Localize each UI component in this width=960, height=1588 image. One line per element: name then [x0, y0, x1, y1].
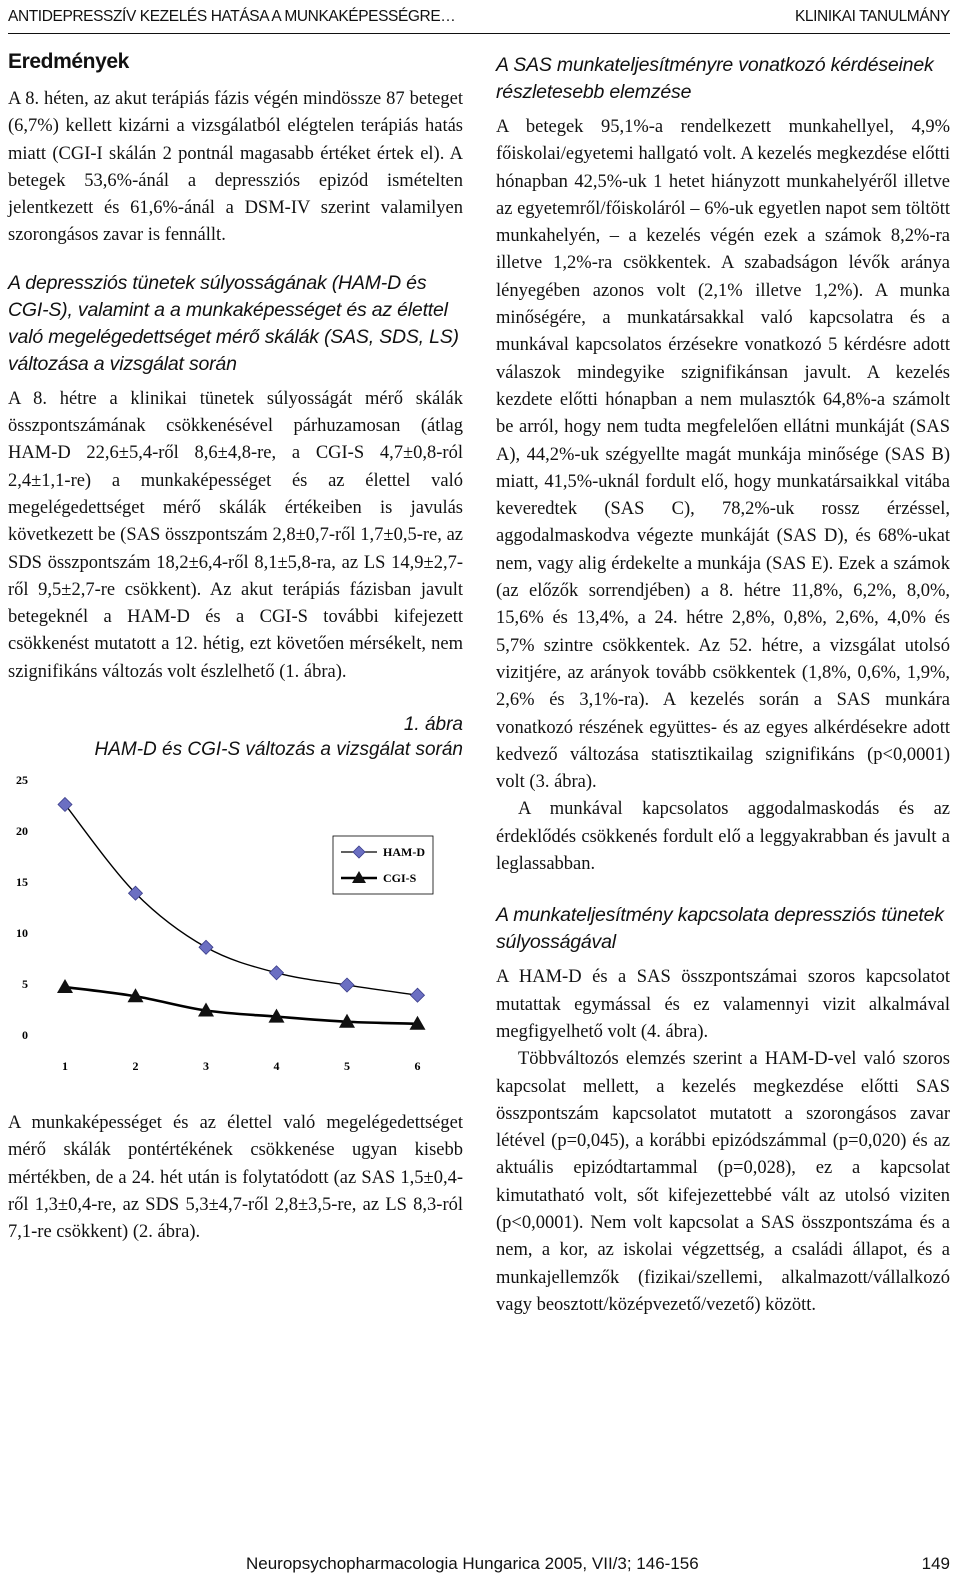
header-rule	[8, 33, 950, 34]
y-tick-label-0: 0	[22, 1028, 28, 1043]
section-title: Eredmények	[8, 50, 129, 73]
x-tick-label-3: 3	[203, 1059, 209, 1074]
x-tick-label-2: 2	[132, 1059, 139, 1074]
point-hamd-3	[199, 940, 213, 954]
x-tick-label-1: 1	[62, 1059, 68, 1074]
page-number: 149	[921, 1554, 950, 1573]
point-hamd-5	[340, 978, 354, 992]
header-title: ANTIDEPRESSZÍV KEZELÉS HATÁSA A MUNKAKÉPESSÉGRE…	[8, 8, 456, 25]
y-tick-label-25: 25	[16, 773, 28, 788]
point-hamd-4	[270, 966, 284, 980]
running-header	[8, 8, 950, 28]
paragraph-sas-details: A betegek 95,1%-a rendelkezett munkahellyel, 4,9% főiskolai/egyetemi hallgató volt. A kezelés megkezdése előtti hónapban 42,5%-uk 1 hetet hiányzott munkahelyéről illetve az egyetemről/főiskoláról – 6%-uk egyetlen napot sem töltött munkahelyén, – a kezelés végén ezek a számok 8,2%-ra illetve 1,2%-ra csökkentek. A szabadságon lévők aránya lényegében azonos volt (2,1% illetve 1,2%). A munka minőségére, a munkatársakkal való kapcsolatra és a munkával kapcsolatos érzésekre vonatkozó 5 kérdésre adott válaszok mindegyike szignifikánsan javult. A kezelés kezdete előtti hónapban a nem mulasztók 64,8%-a számolt be arról, hogy nem tudta megfelelően ellátni munkáját (SAS A), 44,2%-uk szégyellte magát munkája minősége (SAS B) miatt, 41,5%-uknál fordult elő, hogy munkatársaikkal vitába keveredtek (SAS C), 78,2%-uk rossz érzéssel, aggodalmaskodva végezte munkáját (SAS D), és 68%-ukat nem, vagy alig érdekelte a munkája (SAS E). Ezek a számok (az előzők sorrendjében) a 8. hétre 11,8%, 6,2%, 8,0%, 15,6% és 13,4%, a 24. hétre 2,8%, 0,8%, 2,6%, 4,0% és 5,7% szintre csökkentek. Az 52. hétre, a vizsgálat utolsó vizitjére, az arányok tovább csökkentek (1,8%, 0,6%, 1,9%, 2,6% és 3,1%-ra). A kezelés során a SAS munkára vonatkozó részének együttes- és az egyes alkérdésekre adott kedvező változása statisztikailag szignifikáns (p<0,0001) volt (3. ábra).	[496, 117, 950, 793]
point-hamd-6	[411, 988, 425, 1002]
paragraph-multivariate: Többváltozós elemzés szerint a HAM-D-vel való szoros kapcsolat mellett, a kezelés megkezdése előtti SAS összpontszám kapcsolatot mutatott a szorongásos zavar létével (p=0,045), a korábbi epizódszámmal (p=0,020) és az aktuális epizódtartammal (p=0,028), ez a kapcsolat kimutatható volt, sőt kifejezettebbé vált az utolsó viziten (p<0,0001). Nem volt kapcsolat a SAS összpontszáma és a nem, a kor, az iskolai végzettség, a családi állapot, és a munkajellemzők (fizikai/szellemi, alkalmazott/vállalkozó vagy beosztott/középvezető/vezető) között.	[496, 1049, 950, 1315]
legend-label-ham-d: HAM-D	[383, 845, 425, 860]
y-tick-label-15: 15	[16, 875, 28, 890]
left-column	[8, 50, 463, 1247]
line-chart-svg	[8, 766, 463, 1096]
x-tick-label-4: 4	[273, 1059, 280, 1074]
figure-number: 1. ábra	[403, 714, 463, 736]
y-tick-label-5: 5	[22, 977, 28, 992]
right-column	[496, 50, 950, 1319]
journal-citation: Neuropsychopharmacologia Hungarica 2005, VII/3; 146-156	[246, 1554, 699, 1573]
y-tick-label-10: 10	[16, 926, 28, 941]
subheading-work-severity: A munkateljesítmény kapcsolata depressziós tünetek súlyosságával	[496, 904, 944, 954]
figure-1-chart	[8, 766, 463, 1096]
paragraph-work-scales: A munkaképességet és az élettel való megelégedettséget mérő skálák pontértékének csökkenése ugyan kisebb mértékben, de a 24. hét után is folytatódott (az SAS 1,5±0,4-ről 1,3±0,4-re, az SDS 5,3±4,7-ről 2,8±3,5-re, az LS 8,3-ról 7,1-re csökkent) (2. ábra).	[8, 1113, 463, 1243]
paragraph-hamd-sas-correlation: A HAM-D és a SAS összpontszámai szoros kapcsolatot mutattak egymással és ez valamennyi vizit alkalmával megfigyelhető volt (4. ábra).	[496, 967, 950, 1042]
point-hamd-1	[58, 798, 72, 812]
subheading-symptom-severity: A depressziós tünetek súlyosságának (HAM-D és CGI-S), valamint a a munkaképességet és az élettel való megelégedettséget mérő skálák (SAS, SDS, LS) változása a vizsgálat során	[8, 271, 459, 375]
paragraph-results-intro: A 8. héten, az akut terápiás fázis végén mindössze 87 beteget (6,7%) kellett kizárni a vizsgálatból elégtelen terápiás hatás miatt (CGI-I skálán 2 pontnál magasabb értéket értek el). A betegek 53,6%-ánál a depressziós epizód ismételten jelentkezett és 61,6%-ánál a DSM-IV szerint valamilyen szorongásos zavar is fennállt.	[8, 89, 463, 246]
series-line-cgi-s	[65, 987, 418, 1024]
series-line-ham-d	[65, 805, 418, 996]
header-article-type: KLINIKAI TANULMÁNY	[794, 8, 950, 25]
point-cgis-1	[57, 979, 73, 993]
paragraph-scale-changes: A 8. hétre a klinikai tünetek súlyosságát mérő skálák összpontszámának csökkenésével párhuzamosan (átlag HAM-D 22,6±5,4-ről 8,6±4,8-re, a CGI-S 4,7±0,8-ról 2,4±1,1-re) a munkaképességet és az élettel való megelégedettséget mérő skálák értékeiben is javulás következett be (SAS összpontszám 2,8±0,7-ről 1,7±0,5-re, az SDS összpontszám 18,2±6,4-ről 8,1±5,8-ra, az LS 14,9±2,7-ről 9,5±2,7-re csökkent). Az akut terápiás fázisban javult betegeknél a HAM-D és a CGI-S további kifejezett csökkenést mutatott a 12. hétig, ezt követően mérsékelt, nem szignifikáns változás volt észlelhető (1. ábra).	[8, 388, 463, 682]
y-tick-label-20: 20	[16, 824, 28, 839]
figure-title: HAM-D és CGI-S változás a vizsgálat során	[94, 739, 463, 761]
legend-label-cgi-s: CGI-S	[383, 871, 417, 886]
paragraph-worry-interest: A munkával kapcsolatos aggodalmaskodás és az érdeklődés csökkenés fordult elő a leggyakrabban és javult a leglassabban.	[496, 799, 950, 875]
subheading-sas-analysis: A SAS munkateljesítményre vonatkozó kérdéseinek részletesebb elemzése	[496, 54, 934, 103]
x-tick-label-6: 6	[414, 1059, 421, 1074]
page-footer	[0, 1554, 950, 1576]
x-tick-label-5: 5	[344, 1059, 350, 1074]
figure-caption	[8, 712, 463, 762]
